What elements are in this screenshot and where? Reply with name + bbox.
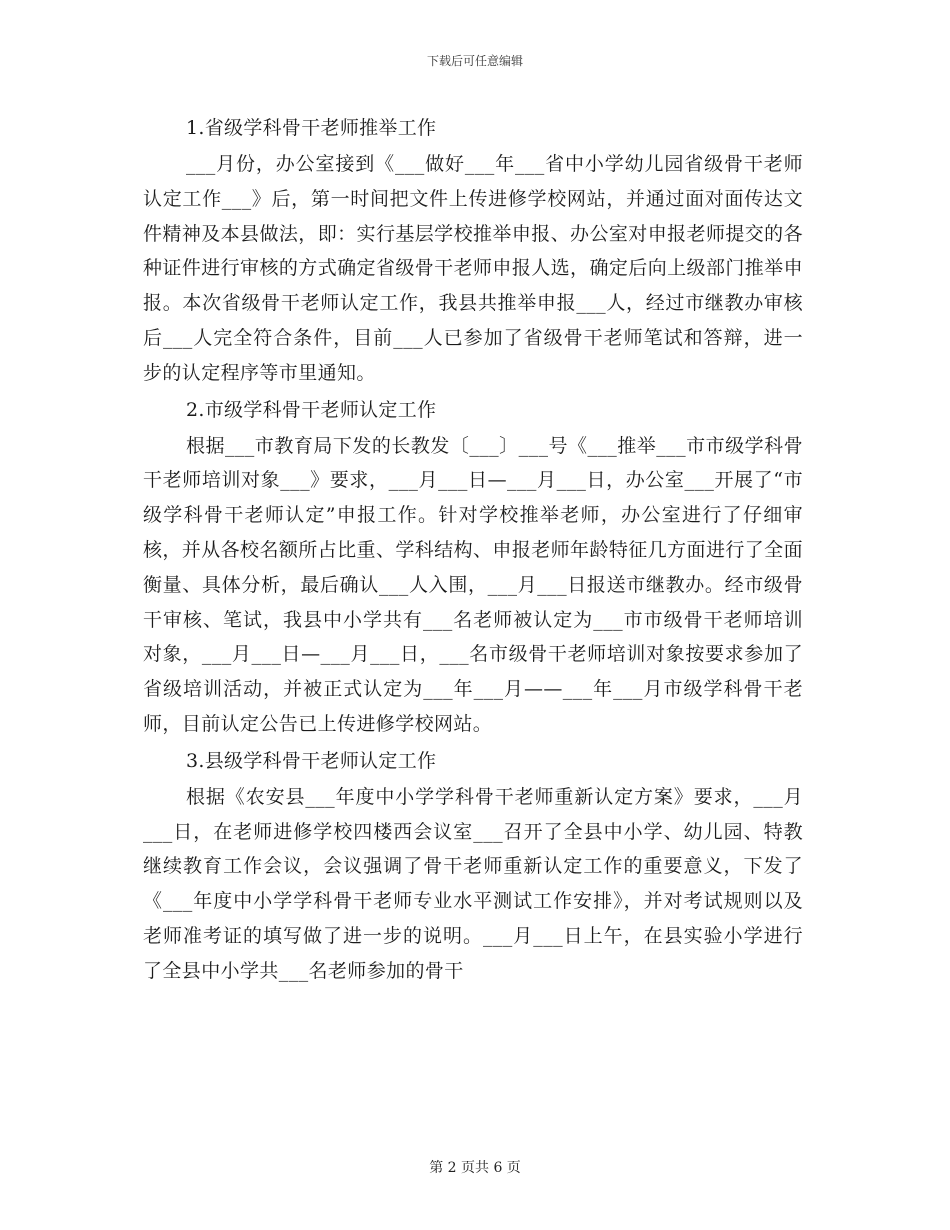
section-heading-3: 3.县级学科骨干老师认定工作 (186, 749, 437, 772)
section-paragraph-1: ___月份，办公室接到《___做好___年___省中小学幼儿园省级骨干老师认定工作___》后，第一时间把文件上传进修学校网站，并通过面对面传达文件精神及本县做法，即：实行基层学校推举申报、办公室对申报老师提交的各种证件进行审核的方式确定省级骨干老师申报人选，确定后向上级部门推举申报。本次省级骨干老师认定工作，我县共推举申报___人，经过市继教办审核后___人完全符合条件，目前___人已参加了省级骨干老师笔试和答辩，进一步的认定程序等市里通知。 (143, 153, 803, 384)
page-header: 下载后可任意编辑 (426, 54, 523, 68)
page-footer: 第 2 页共 6 页 (429, 1160, 521, 1176)
document-body (143, 111, 803, 991)
section-paragraph-2: 根据___市教育局下发的长教发〔___〕___号《___推举___市市级学科骨干老师培训对象___》要求，___月___日—___月___日，办公室___开展了“市级学科骨干老师认定”申报工作。针对学校推举老师，办公室进行了仔细审核，并从各校名额所占比重、学科结构、申报老师年龄特征几方面进行了全面衡量、具体分析，最后确认___人入围，___月___日报送市继教办。经市级骨干审核、笔试，我县中小学共有___名老师被认定为___市市级骨干老师培训对象，___月___日—___月___日，___名市级骨干老师培训对象按要求参加了省级培训活动，并被正式认定为___年___月——___年___月市级学科骨干老师，目前认定公告已上传进修学校网站。 (143, 434, 803, 735)
section-paragraph-3: 根据《农安县___年度中小学学科骨干老师重新认定方案》要求，___月___日，在老师进修学校四楼西会议室___召开了全县中小学、幼儿园、特教继续教育工作会议，会议强调了骨干老师重新认定工作的重要意义，下发了《___年度中小学学科骨干老师专业水平测试工作安排》，并对考试规则以及老师准考证的填写做了进一步的说明。___月___日上午，在县实验小学进行了全县中小学共___名老师参加的骨干 (143, 785, 803, 982)
section-heading-2: 2.市级学科骨干老师认定工作 (186, 398, 437, 421)
section-heading-1: 1.省级学科骨干老师推举工作 (186, 117, 437, 139)
